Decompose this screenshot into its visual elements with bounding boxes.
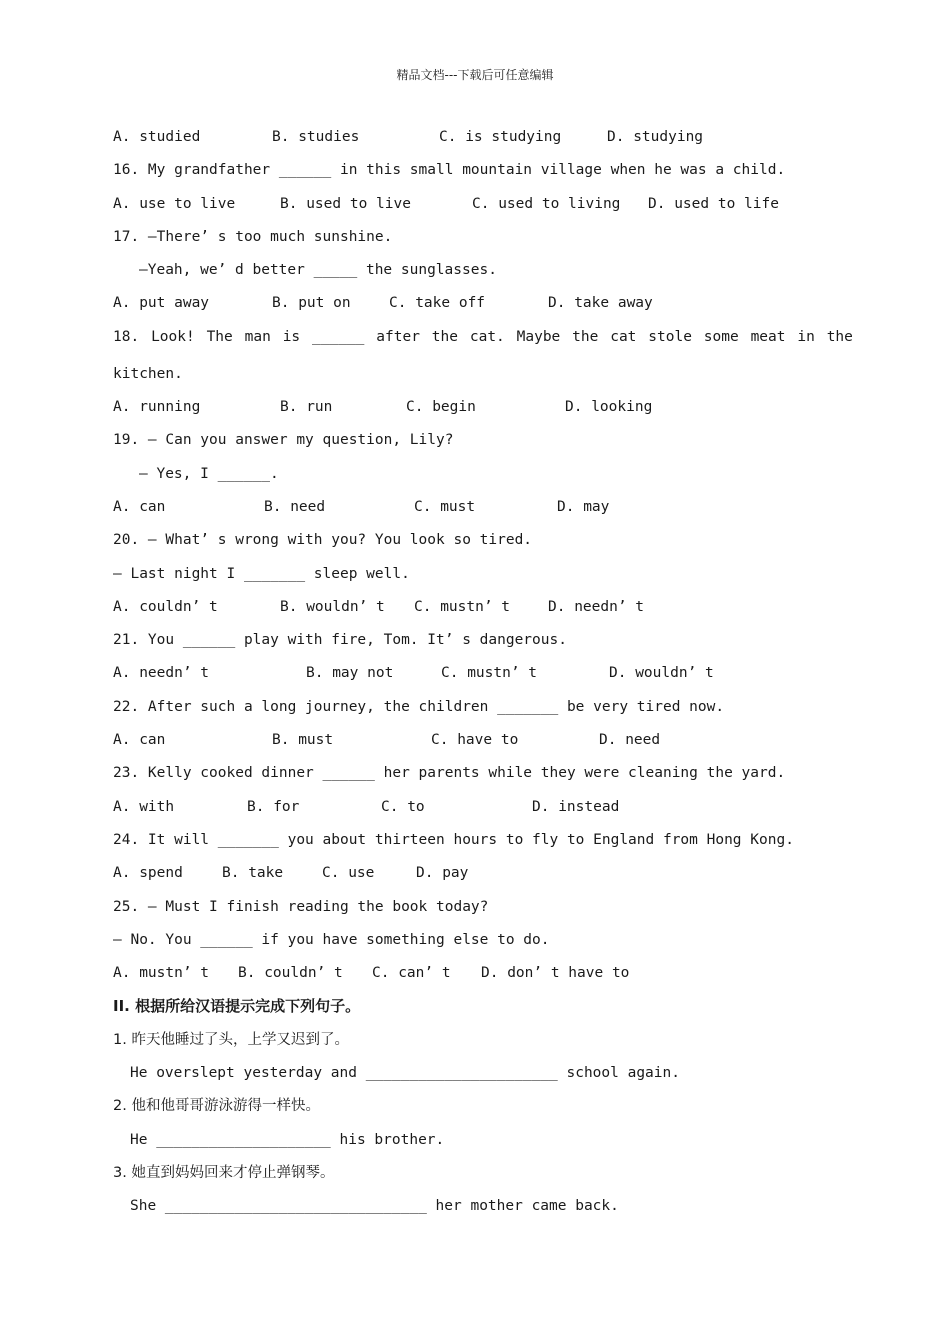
q18-word: in (797, 328, 815, 345)
exercise-content (113, 124, 853, 1227)
option-a: A. spend (113, 865, 183, 882)
q18-word: is (282, 328, 301, 345)
q22-options (113, 727, 853, 760)
option-a: A. needn’ t (113, 665, 210, 682)
q25-reply: — No. You ______ if you have something else to do. (113, 931, 550, 948)
q18-options (113, 394, 853, 427)
q18-word: Look! (151, 328, 195, 345)
q22-text: 22. After such a long journey, the children _______ be very tired now. (113, 698, 725, 715)
q18-word: the (431, 328, 458, 345)
q15-options (113, 124, 853, 157)
option-b: B. used to live (280, 195, 411, 212)
option-b: B. run (280, 399, 333, 416)
option-b: B. need (264, 498, 326, 515)
option-c: C. begin (406, 399, 476, 416)
q17-text: 17. —There’ s too much sunshine. (113, 228, 393, 245)
option-d: D. may (557, 498, 610, 515)
option-b: B. wouldn’ t (280, 598, 385, 615)
option-a: A. mustn’ t (113, 965, 210, 982)
q18-word: man (244, 328, 271, 345)
q20-options (113, 594, 853, 627)
option-d: D. need (599, 732, 661, 749)
q18-word: after (376, 328, 420, 345)
option-b: B. may not (306, 665, 394, 682)
option-d: D. used to life (648, 195, 779, 212)
q18-text (113, 324, 853, 361)
option-d: D. wouldn’ t (609, 665, 714, 682)
q16-text: 16. My grandfather ______ in this small mountain village when he was a child. (113, 162, 786, 179)
option-c: C. can’ t (372, 965, 451, 982)
option-b: B. for (247, 798, 300, 815)
q21-options (113, 660, 853, 693)
q18-word: stole (648, 328, 692, 345)
option-c: C. mustn’ t (441, 665, 538, 682)
option-d: D. needn’ t (548, 598, 645, 615)
option-c: C. mustn’ t (414, 598, 511, 615)
q19-reply: — Yes, I ______. (139, 465, 279, 482)
option-d: D. take away (548, 295, 653, 312)
option-a: A. use to live (113, 195, 236, 212)
sentence-3-chinese: 3. 她直到妈妈回来才停止弹钢琴。 (113, 1164, 335, 1181)
option-b: B. studies (272, 129, 360, 145)
sentence-3-english: She ______________________________ her mother came back. (130, 1198, 619, 1215)
option-c: C. must (414, 498, 476, 515)
q16-options (113, 191, 853, 224)
option-b: B. must (272, 732, 334, 749)
q24-options (113, 860, 853, 893)
q20-reply: — Last night I _______ sleep well. (113, 565, 410, 582)
q18-word: the (572, 328, 599, 345)
q20-text: 20. — What’ s wrong with you? You look so tired. (113, 532, 533, 549)
option-c: C. to (381, 798, 425, 815)
q19-options (113, 494, 853, 527)
option-a: A. running (113, 399, 201, 416)
q18-word: the (826, 328, 853, 345)
option-c: C. take off (389, 295, 486, 312)
q23-options (113, 794, 853, 827)
option-a: A. can (113, 498, 166, 515)
option-a: A. can (113, 732, 166, 749)
option-a: A. put away (113, 295, 210, 312)
option-d: D. pay (416, 865, 469, 882)
q18-word: ______ (312, 328, 365, 345)
q18-word: 18. (113, 328, 140, 345)
sentence-1-chinese: 1. 昨天他睡过了头，上学又迟到了。 (113, 1031, 349, 1048)
q18-word: cat (610, 328, 637, 345)
q25-text: 25. — Must I finish reading the book today? (113, 898, 489, 915)
sentence-2-english: He ____________________ his brother. (130, 1131, 445, 1148)
q18-word: some (703, 328, 739, 345)
option-d: D. studying (607, 129, 704, 145)
q21-text: 21. You ______ play with fire, Tom. It’ s dangerous. (113, 632, 567, 649)
option-a: A. couldn’ t (113, 598, 218, 615)
option-d: D. don’ t have to (481, 965, 630, 982)
option-d: D. looking (565, 399, 653, 416)
q17-options (113, 290, 853, 323)
option-a: A. studied (113, 129, 201, 145)
q18-word: cat. (469, 328, 505, 345)
q24-text: 24. It will _______ you about thirteen hours to fly to England from Hong Kong. (113, 831, 794, 848)
option-b: B. couldn’ t (238, 965, 343, 982)
option-a: A. with (113, 798, 175, 815)
sentence-2-chinese: 2. 他和他哥哥游泳游得一样快。 (113, 1098, 320, 1115)
q18-word: meat (750, 328, 786, 345)
option-c: C. is studying (439, 129, 562, 145)
option-c: C. use (322, 865, 375, 882)
option-c: C. have to (431, 732, 519, 749)
q18-word: Maybe (516, 328, 561, 345)
q18-text-cont: kitchen. (113, 365, 183, 382)
q25-options (113, 960, 853, 993)
q19-text: 19. — Can you answer my question, Lily? (113, 432, 454, 449)
q17-reply: —Yeah, we’ d better _____ the sunglasses. (139, 262, 497, 279)
page-header: 精品文档---下载后可任意编辑 (396, 68, 554, 82)
option-b: B. put on (272, 295, 351, 312)
q23-text: 23. Kelly cooked dinner ______ her parents while they were cleaning the yard. (113, 765, 786, 782)
option-d: D. instead (532, 798, 620, 815)
section-2-title: II. 根据所给汉语提示完成下列句子。 (113, 997, 361, 1016)
sentence-1-english: He overslept yesterday and ______________________ school again. (130, 1065, 680, 1082)
q18-word: The (206, 328, 233, 345)
option-b: B. take (222, 865, 284, 882)
option-c: C. used to living (472, 195, 621, 212)
